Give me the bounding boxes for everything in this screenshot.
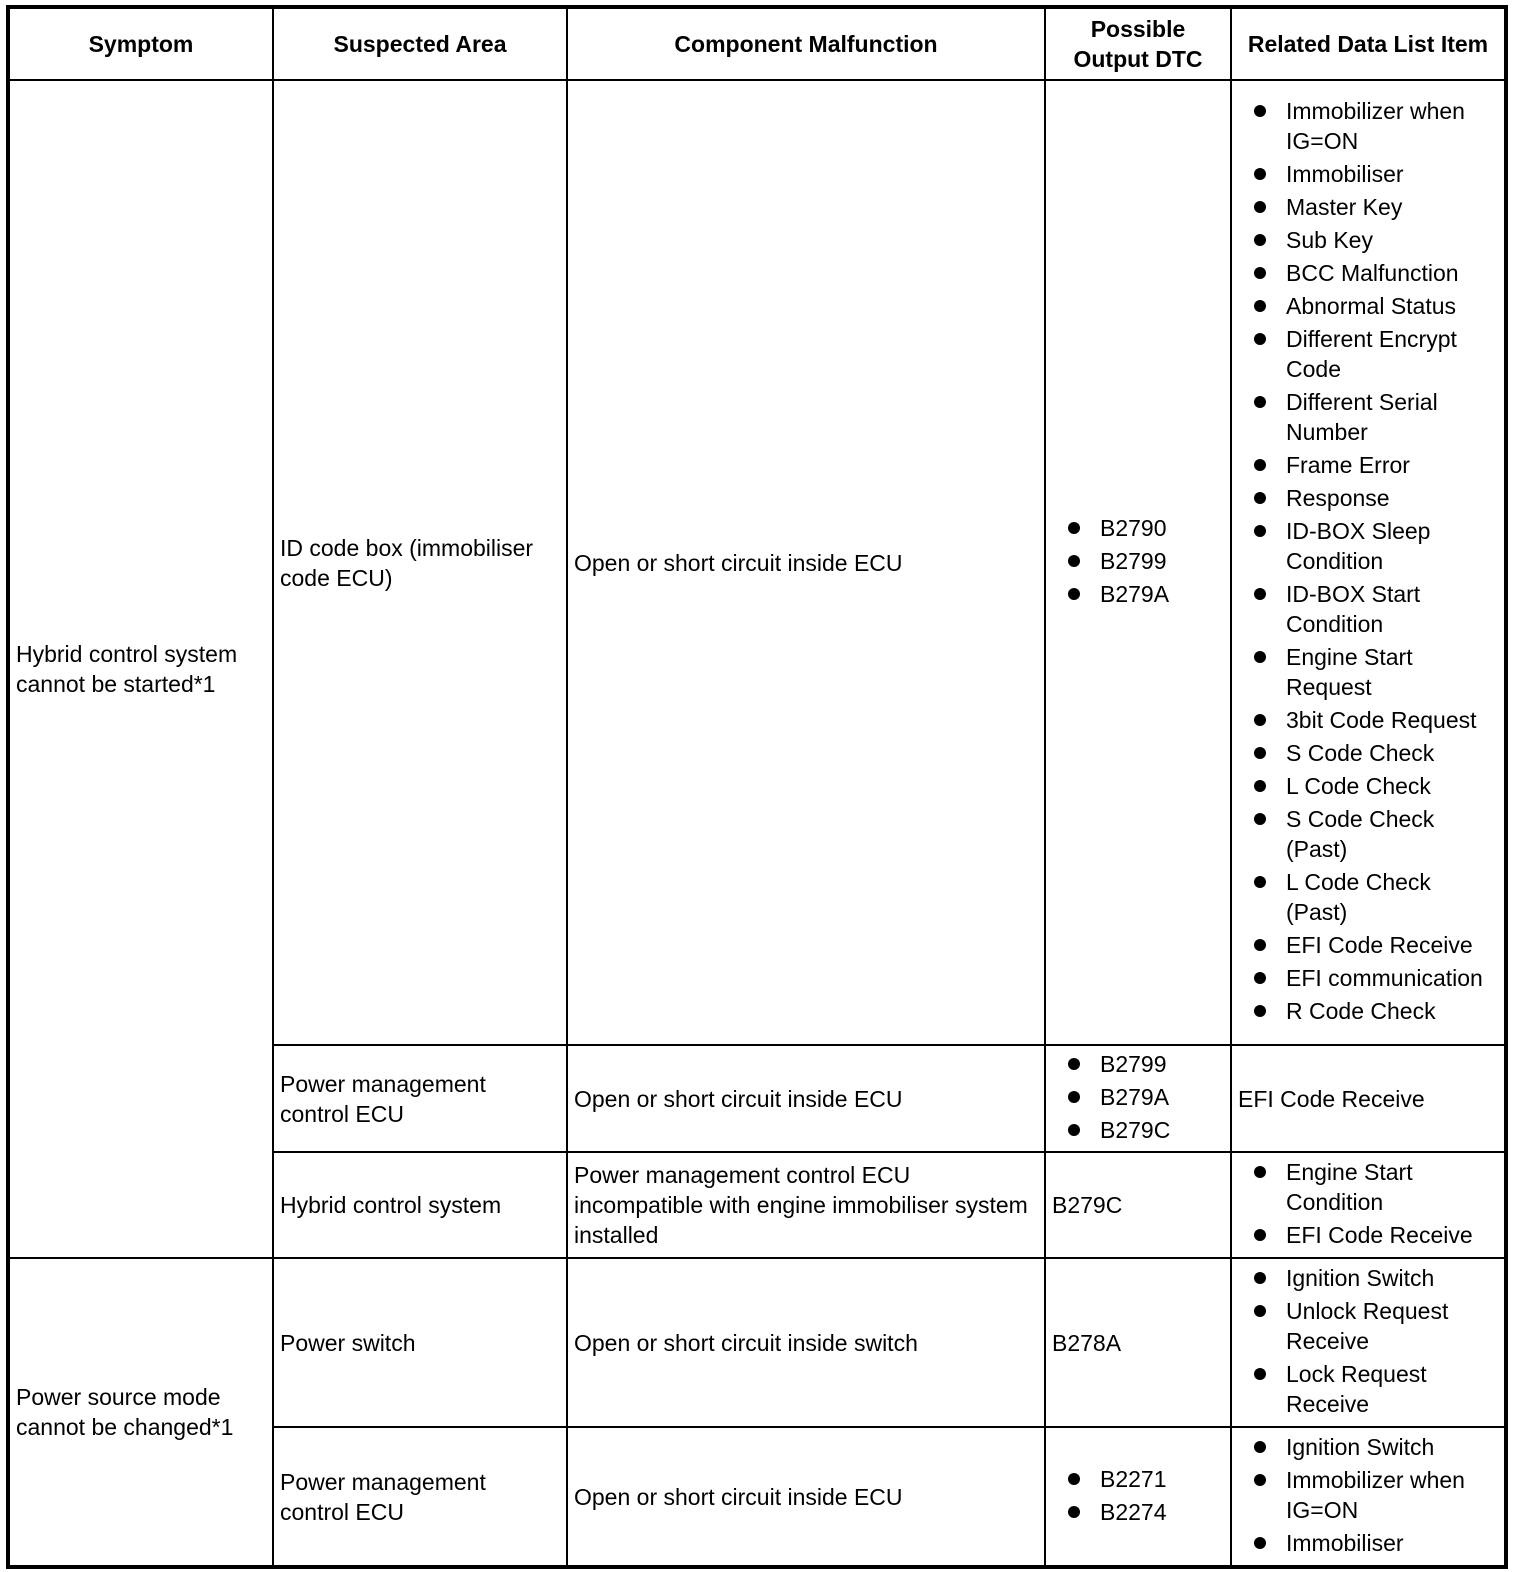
component-malfunction-cell: Open or short circuit inside ECU [567,1045,1045,1152]
dtc-list [1052,513,1224,609]
related-data-item: Immobilizer when IG=ON [1238,96,1498,156]
related-data-list [1238,92,1498,1033]
related-data-list [1238,1428,1498,1565]
related-data-cell [1231,1152,1506,1258]
dtc-list [1052,1464,1224,1527]
header-symptom: Symptom [8,7,273,80]
related-data-item: Sub Key [1238,225,1498,255]
dtc-item: B2790 [1052,513,1224,543]
suspected-area-cell: Power switch [273,1258,567,1427]
header-related-data-list-item: Related Data List Item [1231,7,1506,80]
header-possible-output-dtc: Possible Output DTC [1045,7,1231,80]
related-data-item: L Code Check [1238,771,1498,801]
dtc-item: B2799 [1052,1049,1224,1079]
related-data-item: Frame Error [1238,450,1498,480]
related-data-item: L Code Check (Past) [1238,867,1498,927]
related-data-cell [1231,80,1506,1045]
component-malfunction-cell: Open or short circuit inside ECU [567,80,1045,1045]
dtc-cell [1045,1427,1231,1567]
dtc-item: B279C [1052,1115,1224,1145]
related-data-item: Immobilizer when IG=ON [1238,1465,1498,1525]
suspected-area-cell: Power management control ECU [273,1045,567,1152]
related-data-cell [1231,1258,1506,1427]
related-data-item: Abnormal Status [1238,291,1498,321]
suspected-area-cell: ID code box (immobiliser code ECU) [273,80,567,1045]
suspected-area-cell: Hybrid control system [273,1152,567,1258]
related-data-item: Ignition Switch [1238,1432,1498,1462]
related-data-item: Unlock Request Receive [1238,1296,1498,1356]
related-data-item: 3bit Code Request [1238,705,1498,735]
related-data-item: Different Encrypt Code [1238,324,1498,384]
component-malfunction-cell: Power management control ECU incompatible with engine immobiliser system installed [567,1152,1045,1258]
dtc-item: B2799 [1052,546,1224,576]
header-row [8,7,1506,80]
related-data-item: Different Serial Number [1238,387,1498,447]
dtc-cell [1045,1045,1231,1152]
related-data-item: Immobiliser [1238,159,1498,189]
table-row [8,80,1506,1045]
symptom-cell: Hybrid control system cannot be started*1 [8,80,273,1258]
related-data-item: EFI Code Receive [1238,930,1498,960]
dtc-item: B279A [1052,1082,1224,1112]
dtc-list [1052,1049,1224,1145]
dtc-item: B2271 [1052,1464,1224,1494]
related-data-item: S Code Check (Past) [1238,804,1498,864]
related-data-item: S Code Check [1238,738,1498,768]
symptom-cell: Power source mode cannot be changed*1 [8,1258,273,1567]
related-data-item: ID-BOX Start Condition [1238,579,1498,639]
component-malfunction-cell: Open or short circuit inside ECU [567,1427,1045,1567]
dtc-item: B2274 [1052,1497,1224,1527]
dtc-cell: B278A [1045,1258,1231,1427]
diagnostic-table [6,5,1508,1569]
related-data-item: Ignition Switch [1238,1263,1498,1293]
related-data-item: Master Key [1238,192,1498,222]
header-component-malfunction: Component Malfunction [567,7,1045,80]
related-data-item: R Code Check [1238,996,1498,1026]
related-data-item: Engine Start Request [1238,642,1498,702]
related-data-item: EFI communication [1238,963,1498,993]
related-data-item: Response [1238,483,1498,513]
related-data-item: Engine Start Condition [1238,1157,1498,1217]
related-data-list [1238,1153,1498,1257]
dtc-cell: B279C [1045,1152,1231,1258]
suspected-area-cell: Power management control ECU [273,1427,567,1567]
related-data-cell [1231,1427,1506,1567]
related-data-item: Lock Request Receive [1238,1359,1498,1419]
related-data-item: BCC Malfunction [1238,258,1498,288]
related-data-item: Immobiliser [1238,1528,1498,1558]
dtc-cell [1045,80,1231,1045]
related-data-cell: EFI Code Receive [1231,1045,1506,1152]
table-row [8,1258,1506,1427]
component-malfunction-cell: Open or short circuit inside switch [567,1258,1045,1427]
related-data-list [1238,1259,1498,1426]
dtc-item: B279A [1052,579,1224,609]
related-data-item: EFI Code Receive [1238,1220,1498,1250]
related-data-item: ID-BOX Sleep Condition [1238,516,1498,576]
header-suspected-area: Suspected Area [273,7,567,80]
